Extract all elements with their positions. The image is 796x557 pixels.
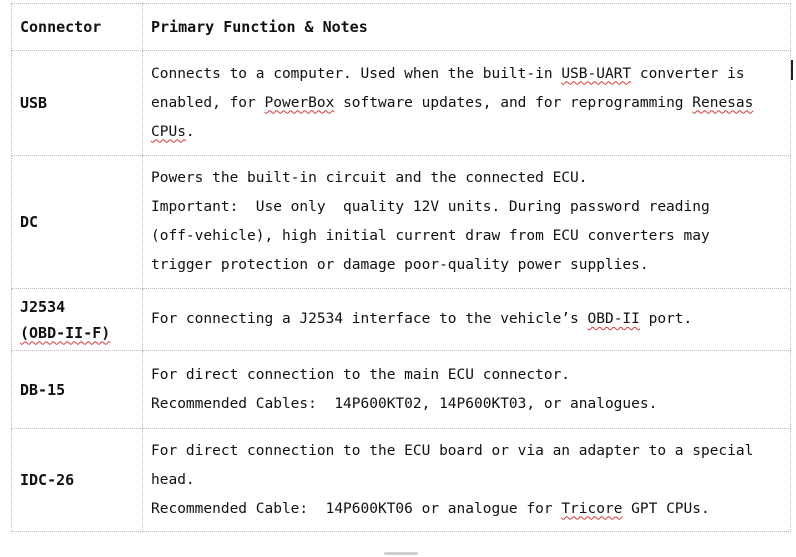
notes-text: (off-vehicle), high initial current draw from ECU converters may [151, 228, 710, 244]
notes-line [151, 361, 782, 390]
notes-text: head. [151, 471, 195, 488]
header-notes: Primary Function & Notes [143, 4, 791, 51]
spellcheck-flagged-word: OBD-II [587, 311, 640, 327]
notes-line [151, 89, 782, 118]
connector-label: IDC-26 [20, 471, 75, 489]
notes-cell [143, 351, 791, 429]
connector-cell [12, 351, 143, 429]
spellcheck-flagged-word: CPUs [151, 123, 186, 140]
table-row [12, 351, 791, 429]
table-row [12, 51, 791, 156]
notes-text: enabled, for [151, 94, 265, 111]
table-row [12, 156, 791, 289]
table-row [12, 429, 791, 532]
notes-text: GPT CPUs. [622, 500, 710, 517]
connector-cell [12, 51, 143, 156]
connector-label: (OBD-II-F) [20, 323, 111, 342]
connector-cell [12, 156, 143, 289]
connector-table [11, 3, 791, 532]
connector-label: DB-15 [20, 380, 66, 399]
notes-line [151, 437, 782, 466]
scroll-indicator[interactable] [384, 552, 418, 555]
notes-line [151, 193, 782, 222]
notes-text: For connecting a J2534 interface to the vehicle’s [151, 311, 588, 327]
notes-line [151, 222, 782, 251]
notes-text: converter is [631, 65, 745, 82]
notes-line [151, 118, 782, 147]
spellcheck-flagged-word: Tricore [561, 500, 623, 517]
notes-text: trigger protection or damage poor-quality power supplies. [151, 257, 649, 273]
spellcheck-flagged-word: Renesas [692, 94, 754, 111]
text-cursor [791, 60, 793, 80]
notes-text: Recommended Cables: 14P600KT02, 14P600KT03, or analogues. [151, 395, 658, 412]
notes-line [151, 251, 782, 280]
notes-text: Connects to a computer. Used when the built-in [151, 65, 562, 82]
table-row [12, 289, 791, 351]
header-row [12, 4, 791, 51]
connector-cell [12, 289, 143, 351]
connector-label: DC [20, 213, 39, 231]
notes-line [151, 60, 782, 89]
connector-label: J2534 [20, 297, 66, 316]
notes-text: Important: Use only quality 12V units. During password reading [151, 199, 710, 215]
connector-cell [12, 429, 143, 532]
notes-text: software updates, and for reprogramming [334, 94, 693, 111]
notes-text: For direct connection to the ECU board or via an adapter to a special [151, 442, 754, 459]
spellcheck-flagged-word: PowerBox [264, 94, 335, 111]
table-body [12, 51, 791, 532]
connector-label: USB [20, 94, 48, 112]
notes-line [151, 495, 782, 524]
notes-text: Powers the built-in circuit and the connected ECU. [151, 170, 588, 186]
notes-line [151, 390, 782, 419]
notes-cell [143, 429, 791, 532]
notes-cell [143, 289, 791, 351]
notes-line [151, 305, 782, 334]
notes-text: For direct connection to the main ECU connector. [151, 366, 571, 383]
notes-line [151, 466, 782, 495]
header-connector: Connector [12, 4, 143, 51]
notes-text: . [185, 123, 195, 140]
notes-line [151, 164, 782, 193]
spellcheck-flagged-word: USB-UART [561, 65, 632, 82]
notes-cell [143, 156, 791, 289]
notes-text: Recommended Cable: 14P600KT06 or analogue for [151, 500, 562, 517]
notes-text: port. [639, 311, 693, 327]
notes-cell [143, 51, 791, 156]
